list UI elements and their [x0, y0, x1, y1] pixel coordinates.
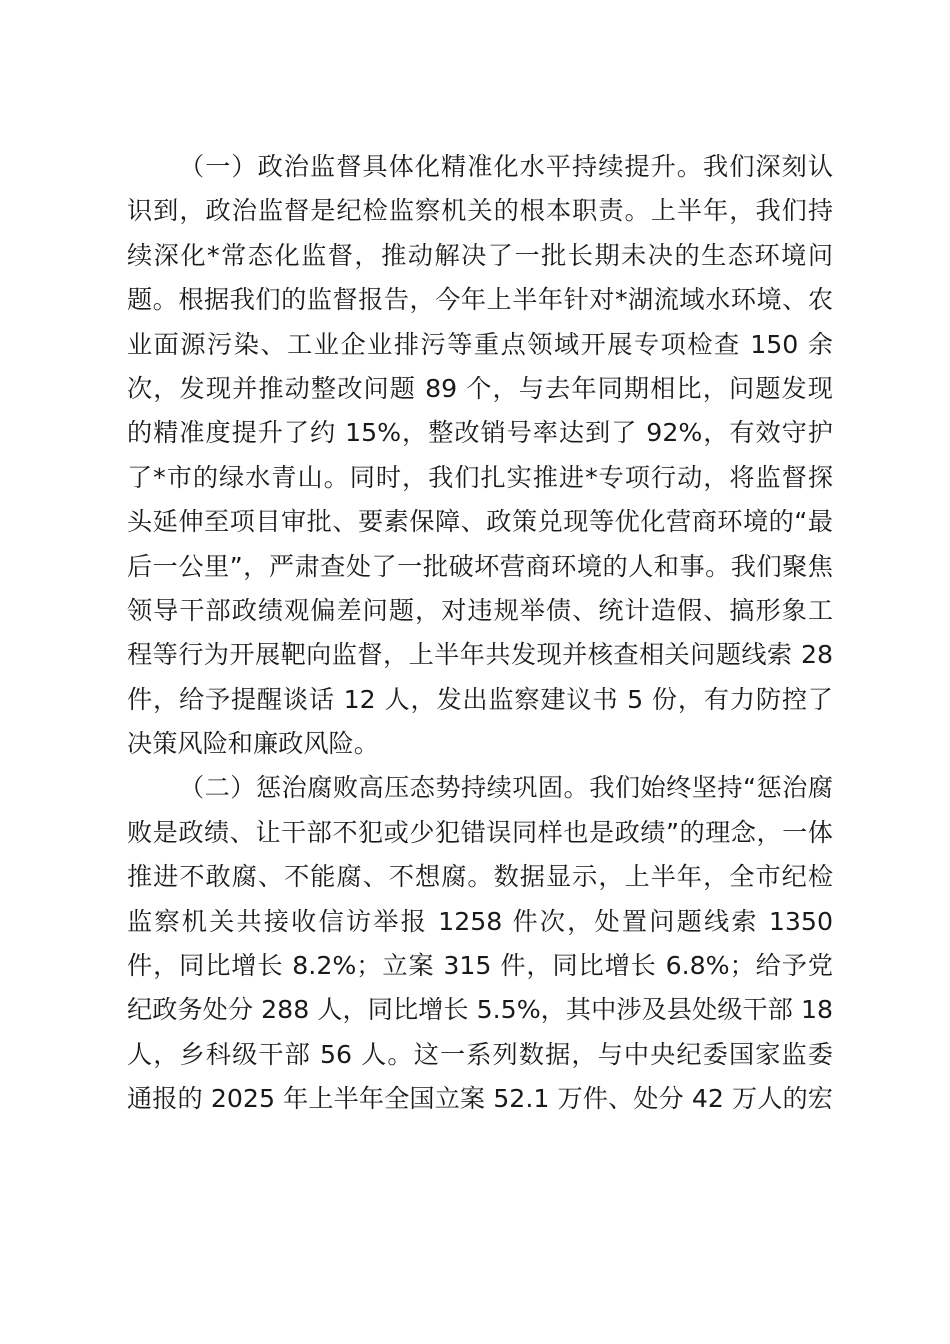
text-line: （一）政治监督具体化精准化水平持续提升。我们深刻认 [179, 152, 833, 181]
text-line: 业面源污染、工业企业排污等重点领域开展专项检查 150 余 [127, 329, 833, 359]
text-line: 纪政务处分 288 人，同比增长 5.5%，其中涉及县处级干部 18 [127, 995, 833, 1025]
text-line: 领导干部政绩观偏差问题，对违规举债、统计造假、搞形象工 [127, 595, 833, 625]
text-line: 后一公里”，严肃查处了一批破坏营商环境的人和事。我们聚焦 [127, 551, 833, 581]
paragraph-political-supervision [127, 145, 833, 766]
text-line: 通报的 2025 年上半年全国立案 52.1 万件、处分 42 万人的宏 [127, 1084, 833, 1114]
text-line: 推进不敢腐、不能腐、不想腐。数据显示，上半年，全市纪检 [127, 862, 833, 892]
document-body [127, 145, 833, 1122]
text-line: 程等行为开展靶向监督，上半年共发现并核查相关问题线索 28 [127, 640, 833, 670]
text-line: 件，同比增长 8.2%；立案 315 件，同比增长 6.8%；给予党 [127, 951, 833, 981]
text-line: 续深化*常态化监督，推动解决了一批长期未决的生态环境问 [127, 240, 833, 270]
text-line: 人，乡科级干部 56 人。这一系列数据，与中央纪委国家监委 [127, 1039, 833, 1069]
text-line: 决策风险和廉政风险。 [127, 729, 379, 759]
text-line: 的精准度提升了约 15%，整改销号率达到了 92%，有效守护 [127, 418, 833, 448]
text-line: 监察机关共接收信访举报 1258 件次，处置问题线索 1350 [127, 906, 833, 936]
text-line: 题。根据我们的监督报告，今年上半年针对*湖流域水环境、农 [127, 285, 833, 315]
text-line: 头延伸至项目审批、要素保障、政策兑现等优化营商环境的“最 [127, 507, 833, 537]
text-line: 了*市的绿水青山。同时，我们扎实推进*专项行动，将监督探 [127, 462, 833, 492]
text-line: 败是政绩、让干部不犯或少犯错误同样也是政绩”的理念，一体 [127, 817, 833, 847]
text-line: 件，给予提醒谈话 12 人，发出监察建议书 5 份，有力防控了 [127, 684, 833, 714]
text-line: （二）惩治腐败高压态势持续巩固。我们始终坚持“惩治腐 [179, 773, 833, 803]
text-line: 次，发现并推动整改问题 89 个，与去年同期相比，问题发现 [127, 373, 833, 403]
paragraph-anti-corruption [127, 766, 833, 1121]
text-line: 识到，政治监督是纪检监察机关的根本职责。上半年，我们持 [127, 196, 833, 226]
